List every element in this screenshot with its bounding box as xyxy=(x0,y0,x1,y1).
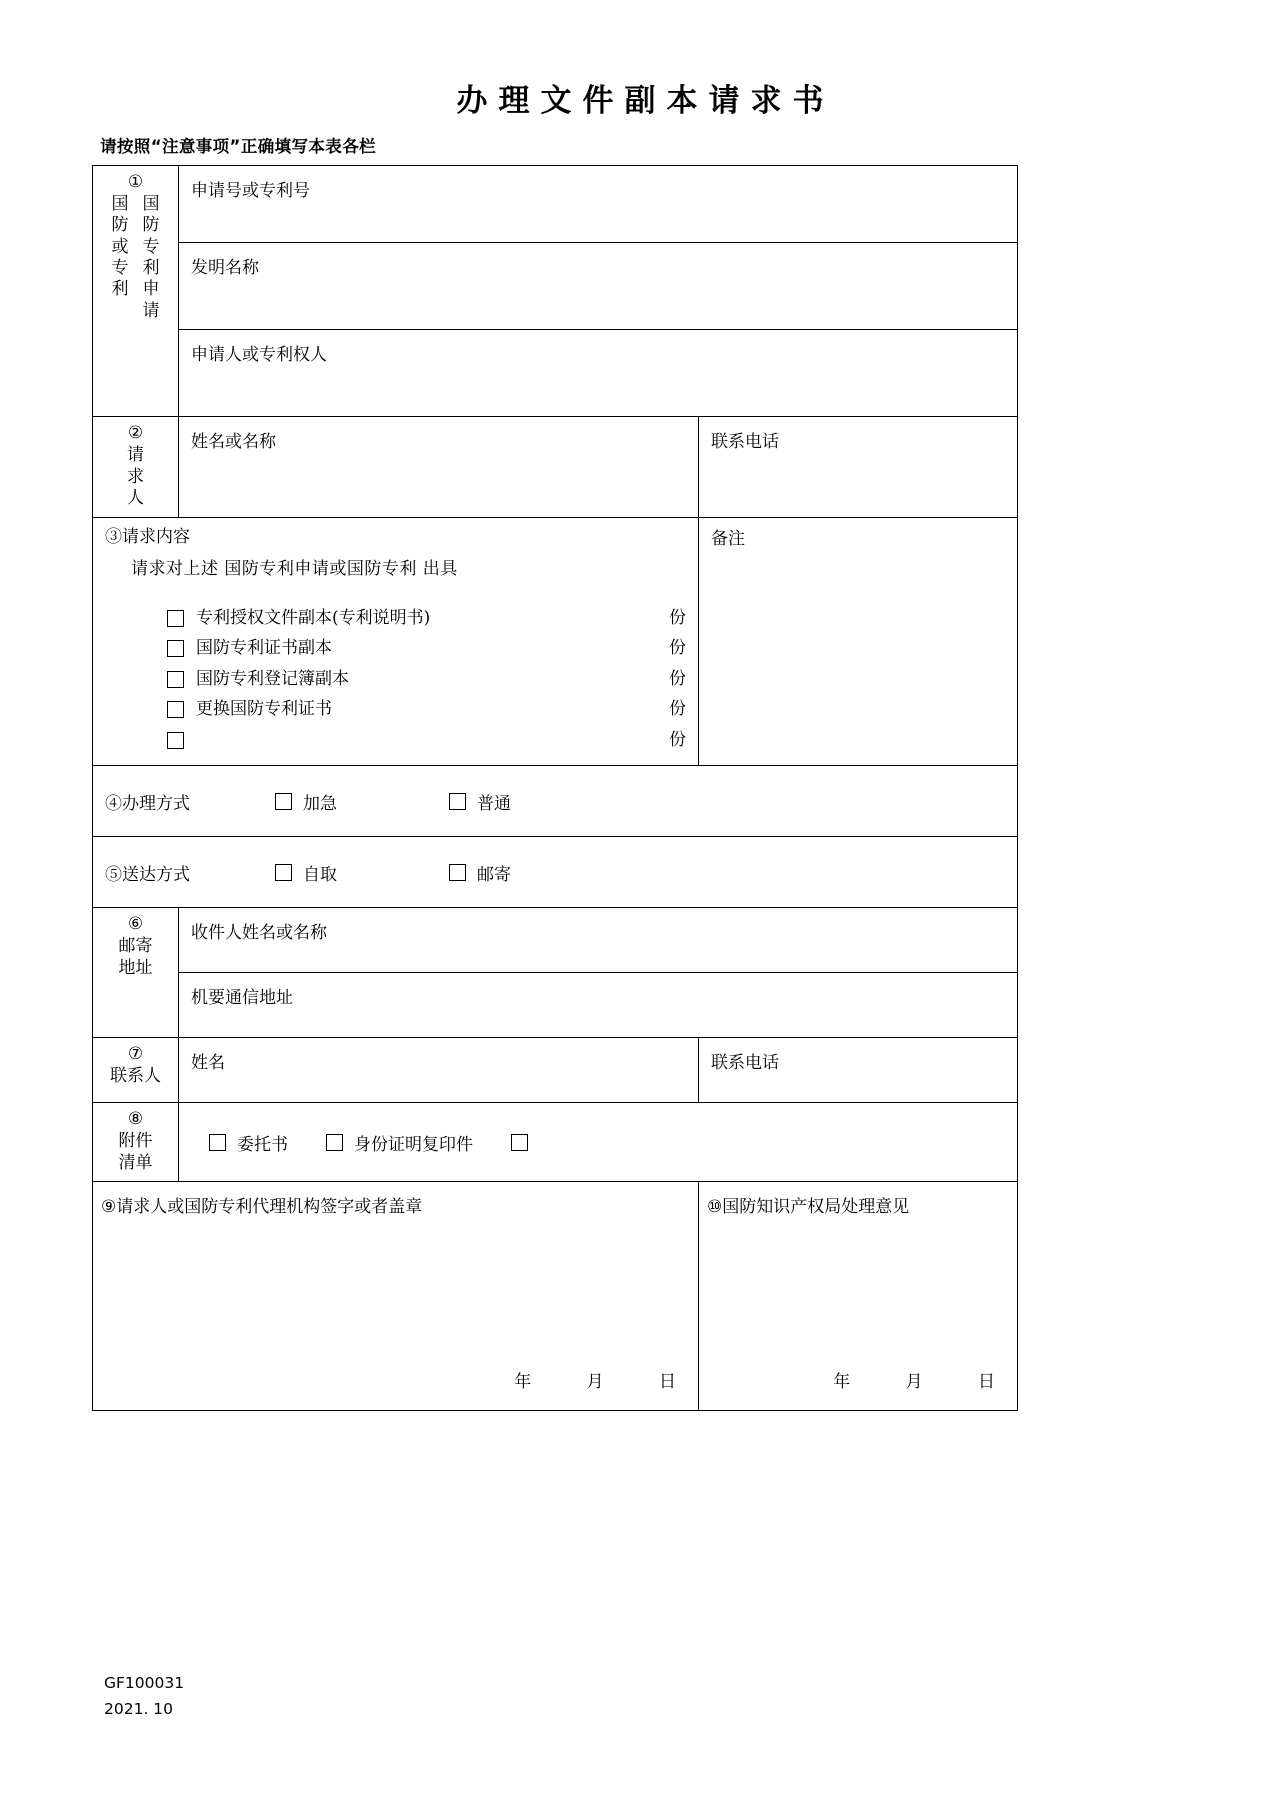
section2-vertical-label: ② 请 求 人 xyxy=(93,417,179,518)
delivery-method-title: ⑤送达方式 xyxy=(105,864,190,885)
request-item-row[interactable] xyxy=(167,694,698,725)
table-row xyxy=(93,908,1018,973)
attachment-option-id-copy[interactable] xyxy=(326,1130,473,1155)
table-row xyxy=(93,330,1018,417)
checkbox-urgent[interactable] xyxy=(275,793,292,810)
processing-method-option-urgent[interactable] xyxy=(275,789,337,814)
requester-phone-field[interactable] xyxy=(699,417,1018,518)
request-item-label: 专利授权文件副本(专利说明书) xyxy=(196,607,431,628)
date-day-label: 日 xyxy=(978,1371,995,1392)
processing-method-cell xyxy=(93,766,1018,837)
attachment-option-other[interactable] xyxy=(511,1134,539,1151)
section1-vcol-left: 国 防 专 利 申 请 xyxy=(142,193,160,321)
table-row xyxy=(93,1103,1018,1181)
attachment-option-label: 身份证明复印件 xyxy=(354,1134,473,1155)
form-code: GF100031 xyxy=(104,1674,185,1692)
section6-marker: ⑥ xyxy=(127,914,144,935)
attachment-option-label: 委托书 xyxy=(237,1134,288,1155)
checkbox-power-of-attorney[interactable] xyxy=(209,1134,226,1151)
section8-vertical-label: ⑧ 附件 清单 xyxy=(93,1103,179,1181)
requester-signature-cell[interactable] xyxy=(93,1181,699,1410)
request-item-list xyxy=(105,603,698,756)
checkbox-replace-defense-patent-certificate[interactable] xyxy=(167,701,184,718)
section1-marker: ① xyxy=(127,172,144,192)
contact-phone-field[interactable] xyxy=(699,1038,1018,1103)
table-row xyxy=(93,973,1018,1038)
office-opinion-title: ⑩国防知识产权局处理意见 xyxy=(707,1196,910,1217)
remark-label: 备注 xyxy=(711,529,745,549)
date-day-label: 日 xyxy=(659,1371,676,1392)
date-month-label: 月 xyxy=(905,1371,923,1392)
request-item-unit: 份 xyxy=(669,729,686,750)
checkbox-patent-grant-doc-copy[interactable] xyxy=(167,610,184,627)
recipient-name-field[interactable] xyxy=(179,908,1018,973)
section7-marker: ⑦ xyxy=(127,1044,144,1065)
office-opinion-cell[interactable] xyxy=(699,1181,1018,1410)
checkbox-defense-patent-register-copy[interactable] xyxy=(167,671,184,688)
requester-signature-title: ⑨请求人或国防专利代理机构签字或者盖章 xyxy=(101,1196,423,1217)
request-item-unit: 份 xyxy=(669,668,686,689)
table-row xyxy=(93,766,1018,837)
checkbox-other-request-item[interactable] xyxy=(167,732,184,749)
requester-signature-date xyxy=(514,1367,676,1392)
section2-marker: ② xyxy=(127,423,144,443)
attachment-option-power-of-attorney[interactable] xyxy=(209,1130,288,1155)
table-row xyxy=(93,166,1018,243)
request-item-unit: 份 xyxy=(669,638,686,659)
table-row xyxy=(93,518,1018,766)
contact-phone-label: 联系电话 xyxy=(711,1053,779,1074)
checkbox-id-certificate-copy[interactable] xyxy=(326,1134,343,1151)
fill-instruction-note: 请按照“注意事项”正确填写本表各栏 xyxy=(100,137,376,156)
request-item-label: 国防专利登记簿副本 xyxy=(196,668,349,689)
requester-name-field[interactable] xyxy=(179,417,699,518)
request-item-label: 更换国防专利证书 xyxy=(196,699,332,720)
table-row xyxy=(93,1181,1018,1410)
request-item-row[interactable] xyxy=(167,664,698,695)
table-row xyxy=(93,417,1018,518)
contact-name-field[interactable] xyxy=(179,1038,699,1103)
date-year-label: 年 xyxy=(833,1371,851,1392)
confidential-address-field[interactable] xyxy=(179,973,1018,1038)
section1-vertical-label xyxy=(93,166,179,417)
request-content-subtitle: 请求对上述 国防专利申请或国防专利 出具 xyxy=(131,558,458,579)
date-month-label: 月 xyxy=(586,1371,604,1392)
section6-vertical-label: ⑥ 邮寄 地址 xyxy=(93,908,179,1038)
invention-name-field[interactable] xyxy=(179,243,1018,330)
remark-field[interactable] xyxy=(699,518,1018,766)
table-row xyxy=(93,1038,1018,1103)
invention-name-label: 发明名称 xyxy=(191,258,259,278)
page-title: 办理文件副本请求书 xyxy=(456,83,835,119)
office-opinion-date xyxy=(833,1367,995,1392)
section1-vcol-right: 国 防 或 专 利 xyxy=(111,193,129,300)
request-content-title: ③请求内容 xyxy=(105,527,190,547)
checkbox-defense-patent-certificate-copy[interactable] xyxy=(167,640,184,657)
confidential-address-label: 机要通信地址 xyxy=(191,988,293,1009)
section7-vertical-label: ⑦ 联系人 xyxy=(93,1038,179,1103)
request-item-unit: 份 xyxy=(669,607,686,628)
checkbox-other-attachment[interactable] xyxy=(511,1134,528,1151)
processing-method-option-label: 加急 xyxy=(303,793,337,814)
applicant-name-label: 申请人或专利权人 xyxy=(191,345,327,365)
table-row xyxy=(93,837,1018,908)
delivery-method-option-label: 邮寄 xyxy=(477,864,511,885)
request-item-row[interactable] xyxy=(167,725,698,756)
application-number-field[interactable] xyxy=(179,166,1018,243)
requester-phone-label: 联系电话 xyxy=(711,432,779,452)
contact-name-label: 姓名 xyxy=(191,1053,225,1074)
processing-method-option-normal[interactable] xyxy=(449,789,511,814)
delivery-method-option-mail[interactable] xyxy=(449,860,511,885)
request-item-row[interactable] xyxy=(167,603,698,634)
checkbox-mail[interactable] xyxy=(449,864,466,881)
application-number-label: 申请号或专利号 xyxy=(191,181,310,201)
form-version-date: 2021. 10 xyxy=(104,1700,174,1719)
delivery-method-cell xyxy=(93,837,1018,908)
processing-method-title: ④办理方式 xyxy=(105,793,190,814)
request-form-table xyxy=(92,165,1018,1411)
request-item-unit: 份 xyxy=(669,699,686,720)
request-item-row[interactable] xyxy=(167,633,698,664)
applicant-name-field[interactable] xyxy=(179,330,1018,417)
request-content-cell xyxy=(93,518,699,766)
processing-method-option-label: 普通 xyxy=(477,793,511,814)
requester-name-label: 姓名或名称 xyxy=(191,432,276,452)
section8-marker: ⑧ xyxy=(127,1109,144,1130)
attachment-list-cell xyxy=(179,1103,1018,1181)
table-row xyxy=(93,243,1018,330)
section1-vertical-text xyxy=(112,194,160,322)
delivery-method-option-pickup[interactable] xyxy=(275,860,337,885)
checkbox-self-pickup[interactable] xyxy=(275,864,292,881)
date-year-label: 年 xyxy=(514,1371,532,1392)
checkbox-normal[interactable] xyxy=(449,793,466,810)
request-item-label: 国防专利证书副本 xyxy=(196,638,332,659)
footer xyxy=(104,1670,184,1723)
delivery-method-option-label: 自取 xyxy=(303,864,337,885)
recipient-name-label: 收件人姓名或名称 xyxy=(191,923,327,944)
